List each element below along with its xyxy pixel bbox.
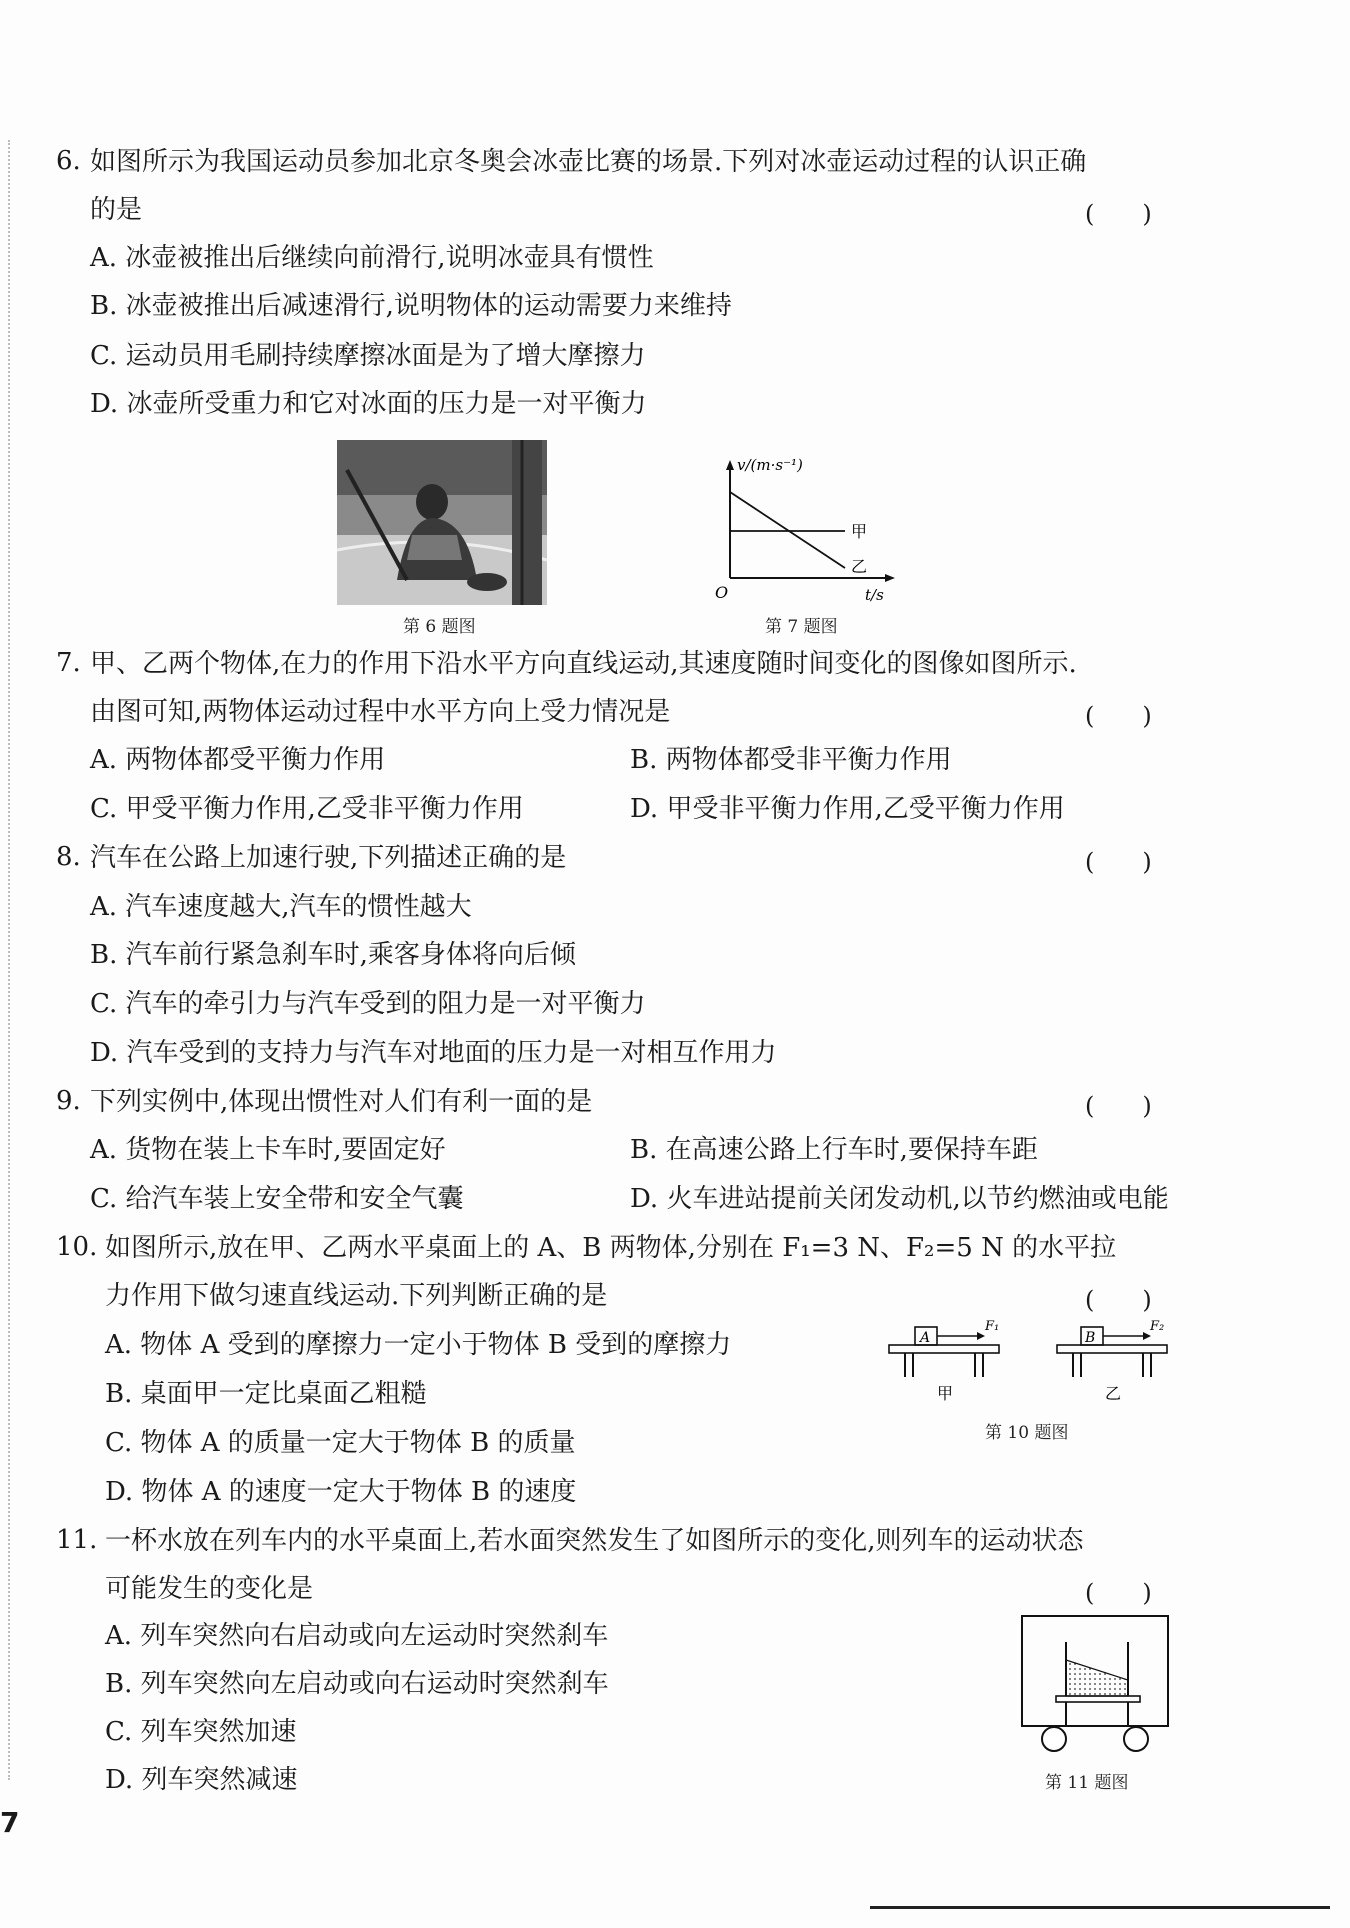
- q10-answer-bracket: ( ): [1085, 1286, 1152, 1314]
- q10-option-b: B. 桌面甲一定比桌面乙粗糙: [105, 1379, 427, 1409]
- q6-number: 6.: [56, 146, 81, 176]
- q6-stem-line1: 如图所示为我国运动员参加北京冬奥会冰壶比赛的场景.下列对冰壶运动过程的认识正确: [90, 147, 1087, 177]
- q10-stem-line1: 如图所示,放在甲、乙两水平桌面上的 A、B 两物体,分别在 F₁=3 N、F₂=5 N 的水平拉: [105, 1233, 1117, 1263]
- q7-answer-bracket: ( ): [1085, 702, 1152, 730]
- q9-option-d: D. 火车进站提前关闭发动机,以节约燃油或电能: [630, 1184, 1169, 1214]
- fig7-ylabel: v/(m·s⁻¹): [737, 456, 803, 474]
- q7-option-d: D. 甲受非平衡力作用,乙受平衡力作用: [630, 794, 1065, 824]
- q11-option-a: A. 列车突然向右启动或向左运动时突然刹车: [105, 1621, 609, 1651]
- q6-answer-bracket: ( ): [1085, 200, 1152, 228]
- q10-option-d: D. 物体 A 的速度一定大于物体 B 的速度: [105, 1477, 577, 1507]
- fig7-xlabel: t/s: [865, 586, 884, 604]
- q11-answer-bracket: ( ): [1085, 1579, 1152, 1607]
- q11-option-c: C. 列车突然加速: [105, 1717, 297, 1747]
- svg-text:乙: 乙: [1105, 1384, 1122, 1403]
- q6-option-d: D. 冰壶所受重力和它对冰面的压力是一对平衡力: [90, 389, 647, 419]
- fig11-caption: 第 11 题图: [1045, 1773, 1129, 1793]
- q9-option-c: C. 给汽车装上安全带和安全气囊: [90, 1184, 464, 1214]
- svg-text:甲: 甲: [937, 1384, 954, 1403]
- q10-number: 10.: [56, 1232, 98, 1262]
- q9-option-a: A. 货物在装上卡车时,要固定好: [90, 1135, 446, 1165]
- q11-stem-line1: 一杯水放在列车内的水平桌面上,若水面突然发生了如图所示的变化,则列车的运动状态: [105, 1526, 1084, 1556]
- fig7-line-yi: [730, 492, 845, 568]
- fig11-wheel-right: [1124, 1727, 1148, 1751]
- q11-number: 11.: [56, 1525, 98, 1555]
- svg-text:F₂: F₂: [1150, 1319, 1165, 1334]
- q11-stem-line2: 可能发生的变化是: [105, 1574, 314, 1604]
- q8-stem: 汽车在公路上加速行驶,下列描述正确的是: [90, 843, 567, 873]
- q6-option-a: A. 冰壶被推出后继续向前滑行,说明冰壶具有惯性: [90, 243, 654, 273]
- q9-stem: 下列实例中,体现出惯性对人们有利一面的是: [90, 1087, 593, 1117]
- q8-option-d: D. 汽车受到的支持力与汽车对地面的压力是一对相互作用力: [90, 1038, 777, 1068]
- q8-answer-bracket: ( ): [1085, 848, 1152, 876]
- q8-number: 8.: [56, 842, 81, 872]
- q6-stem-line2: 的是: [90, 195, 143, 225]
- q7-option-b: B. 两物体都受非平衡力作用: [630, 745, 952, 775]
- fig7-label-jia: 甲: [851, 522, 868, 541]
- q6-option-c: C. 运动员用毛刷持续摩擦冰面是为了增大摩擦力: [90, 341, 646, 371]
- svg-text:F₁: F₁: [985, 1319, 1000, 1334]
- fig11-wheel-left: [1042, 1727, 1066, 1751]
- fig6-caption: 第 6 题图: [403, 617, 476, 637]
- q7-stem-line1: 甲、乙两个物体,在力的作用下沿水平方向直线运动,其速度随时间变化的图像如图所示.: [90, 649, 1077, 679]
- q7-option-a: A. 两物体都受平衡力作用: [90, 745, 386, 775]
- fig7-caption: 第 7 题图: [765, 617, 838, 637]
- fig6-curling-photo: [337, 440, 547, 605]
- fig7-vt-graph: [705, 450, 905, 610]
- fig11-water: [1066, 1660, 1128, 1696]
- q7-stem-line2: 由图可知,两物体运动过程中水平方向上受力情况是: [90, 697, 671, 727]
- q8-option-c: C. 汽车的牵引力与汽车受到的阻力是一对平衡力: [90, 989, 646, 1019]
- q9-answer-bracket: ( ): [1085, 1092, 1152, 1120]
- page-number: 7: [0, 1806, 20, 1839]
- fig10-caption: 第 10 题图: [985, 1423, 1069, 1443]
- q10-option-c: C. 物体 A 的质量一定大于物体 B 的质量: [105, 1428, 576, 1458]
- q7-option-c: C. 甲受平衡力作用,乙受非平衡力作用: [90, 794, 524, 824]
- svg-text:A: A: [920, 1330, 931, 1346]
- q11-option-d: D. 列车突然减速: [105, 1765, 298, 1795]
- fig7-origin: O: [715, 583, 729, 602]
- binding-edge: [8, 140, 10, 1780]
- svg-text:B: B: [1085, 1330, 1096, 1346]
- q8-option-b: B. 汽车前行紧急刹车时,乘客身体将向后倾: [90, 940, 576, 970]
- q10-stem-line2: 力作用下做匀速直线运动.下列判断正确的是: [105, 1281, 608, 1311]
- footer-rule: [870, 1906, 1330, 1909]
- fig10-tables-diagram: [885, 1315, 1175, 1415]
- q7-number: 7.: [56, 648, 81, 678]
- fig11-train-cup-diagram: [1018, 1612, 1173, 1762]
- fig7-label-yi: 乙: [851, 557, 868, 576]
- q6-option-b: B. 冰壶被推出后减速滑行,说明物体的运动需要力来维持: [90, 291, 732, 321]
- q11-option-b: B. 列车突然向左启动或向右运动时突然刹车: [105, 1669, 609, 1699]
- q8-option-a: A. 汽车速度越大,汽车的惯性越大: [90, 892, 472, 922]
- q9-number: 9.: [56, 1086, 81, 1116]
- q10-option-a: A. 物体 A 受到的摩擦力一定小于物体 B 受到的摩擦力: [105, 1330, 732, 1360]
- q9-option-b: B. 在高速公路上行车时,要保持车距: [630, 1135, 1038, 1165]
